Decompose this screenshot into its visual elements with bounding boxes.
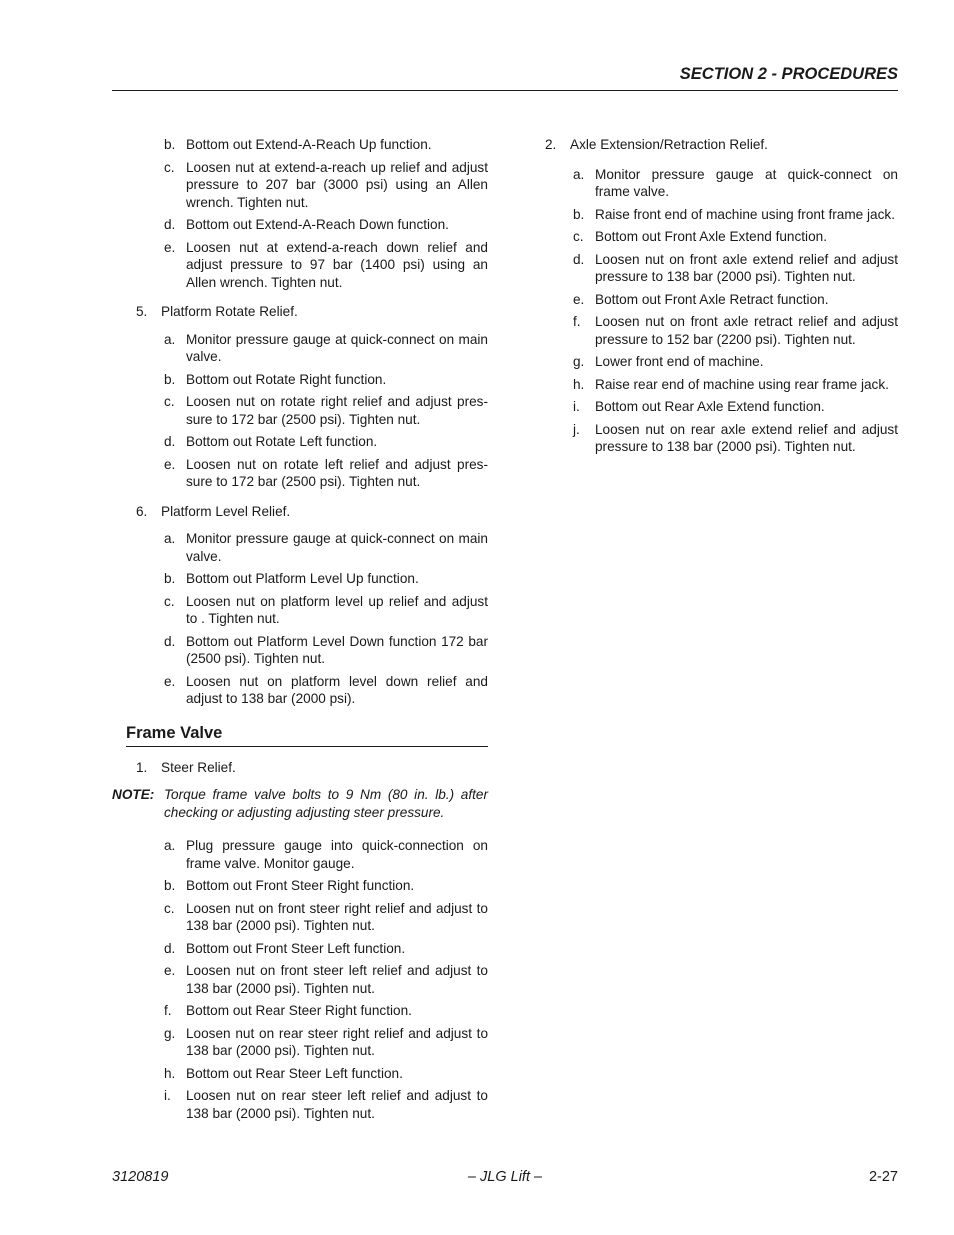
note-label: NOTE:: [112, 787, 155, 802]
step-number: 1.: [136, 759, 148, 775]
item-text: Loosen nut on rear axle extend relief and adjust pressure to 138 bar (2000 psi). Tighten nut.: [595, 421, 898, 454]
list-item: [112, 216, 488, 234]
item-letter: f.: [573, 314, 581, 329]
list-item: [112, 159, 488, 212]
list-item: [112, 433, 488, 451]
page-footer: [112, 1169, 898, 1189]
item-text: Loosen nut at extend-a-reach up relief and adjust pressure to 207 bar (3000 psi) using an Allen wrench. Tighten nut.: [186, 159, 488, 210]
axle-relief-substeps: [545, 166, 898, 456]
list-item: [545, 313, 898, 348]
right-column: [545, 136, 898, 466]
list-item: [112, 136, 488, 154]
item-text: Bottom out Rear Axle Extend function.: [595, 399, 825, 414]
item-letter: e.: [164, 673, 176, 689]
list-item: [112, 239, 488, 292]
item-text: Bottom out Platform Level Down function 172 bar (2500 psi). Tighten nut.: [186, 633, 488, 666]
item-letter: c.: [164, 159, 175, 175]
step-number: 2.: [545, 137, 557, 152]
item-text: Loosen nut on rotate right relief and adjust pres-sure to 172 bar (2500 psi). Tighten nut.: [186, 394, 488, 427]
step-number: 6.: [136, 503, 148, 519]
step-label: Steer Relief.: [161, 759, 236, 775]
item-letter: g.: [164, 1025, 176, 1041]
left-column: [112, 136, 488, 1132]
section-heading-frame-valve: Frame Valve: [126, 722, 488, 747]
item-letter: c.: [164, 394, 175, 409]
list-item: [112, 393, 488, 428]
item-text: Bottom out Front Steer Left function.: [186, 940, 406, 956]
list-item: [112, 593, 488, 628]
item-letter: b.: [164, 137, 176, 152]
list-item: [545, 353, 898, 371]
steer-relief-substeps: [112, 837, 488, 1122]
item-letter: a.: [164, 838, 176, 853]
item-letter: b.: [164, 571, 176, 586]
item-letter: a.: [164, 331, 176, 347]
item-letter: b.: [164, 371, 176, 387]
list-item: [112, 371, 488, 389]
list-item: [545, 421, 898, 456]
step-label: Axle Extension/Retraction Relief.: [570, 137, 768, 152]
list-item: [112, 456, 488, 491]
step-label: Platform Level Relief.: [161, 503, 291, 519]
item-text: Bottom out Front Axle Retract function.: [595, 291, 829, 307]
item-letter: d.: [573, 251, 585, 267]
item-text: Bottom out Rotate Right function.: [186, 371, 387, 387]
list-item: [112, 673, 488, 708]
list-item: [112, 900, 488, 935]
item-text: Monitor pressure gauge at quick-connect on frame valve.: [595, 166, 898, 199]
step-steer-relief: [112, 759, 488, 777]
item-letter: c.: [164, 900, 175, 916]
step-label: Platform Rotate Relief.: [161, 304, 298, 319]
note-text: Torque frame valve bolts to 9 Nm (80 in. lb.) after checking or adjusting adjusting steer pressure.: [164, 787, 488, 820]
item-letter: d.: [164, 940, 176, 956]
list-item: [545, 291, 898, 309]
list-item: [545, 398, 898, 416]
platform-level-substeps: [112, 530, 488, 708]
item-letter: i.: [164, 1088, 171, 1103]
item-text: Loosen nut on front axle retract relief and adjust pressure to 152 bar (2200 psi). Tighten nut.: [595, 314, 898, 347]
list-item: [545, 376, 898, 394]
list-item: [112, 530, 488, 565]
list-item: [112, 837, 488, 872]
item-text: Loosen nut on front steer right relief and adjust to 138 bar (2000 psi). Tighten nut.: [186, 900, 488, 933]
item-letter: c.: [164, 593, 175, 609]
list-item: [112, 633, 488, 668]
list-item: [112, 331, 488, 366]
item-text: Raise front end of machine using front frame jack.: [595, 206, 895, 222]
list-item: [112, 1025, 488, 1060]
item-text: Loosen nut on rear steer right relief and adjust to 138 bar (2000 psi). Tighten nut.: [186, 1025, 488, 1058]
item-letter: b.: [164, 878, 176, 893]
item-letter: i.: [573, 399, 580, 414]
list-item: [112, 1087, 488, 1122]
item-letter: e.: [164, 963, 176, 978]
item-letter: b.: [573, 206, 585, 222]
item-letter: e.: [164, 456, 176, 472]
list-item: [545, 228, 898, 246]
item-letter: a.: [164, 531, 176, 546]
page-header: [112, 64, 898, 91]
item-text: Loosen nut on front axle extend relief and adjust pressure to 138 bar (2000 psi). Tighten nut.: [595, 251, 898, 284]
item-text: Bottom out Rotate Left function.: [186, 434, 378, 449]
step-platform-level-relief: [112, 503, 488, 521]
item-text: Raise rear end of machine using rear frame jack.: [595, 376, 889, 392]
list-item: [112, 570, 488, 588]
item-text: Plug pressure gauge into quick-connection on frame valve. Monitor gauge.: [186, 838, 488, 871]
list-item: [545, 251, 898, 286]
item-letter: h.: [164, 1065, 176, 1081]
extend-a-reach-substeps: [112, 136, 488, 291]
section-title: SECTION 2 - PROCEDURES: [679, 65, 898, 83]
item-letter: e.: [573, 291, 585, 307]
item-letter: j.: [573, 421, 580, 437]
item-text: Monitor pressure gauge at quick-connect on main valve.: [186, 331, 488, 364]
item-text: Loosen nut at extend-a-reach down relief and adjust pressure to 97 bar (1400 psi) using an Allen wrench. Tighten nut.: [186, 239, 488, 290]
item-letter: g.: [573, 354, 585, 369]
item-text: Loosen nut on front steer left relief and adjust to 138 bar (2000 psi). Tighten nut.: [186, 963, 488, 996]
item-text: Lower front end of machine.: [595, 354, 764, 369]
item-text: Loosen nut on rotate left relief and adjust pres-sure to 172 bar (2500 psi). Tighten nut.: [186, 456, 488, 489]
item-letter: e.: [164, 239, 176, 255]
item-text: Monitor pressure gauge at quick-connect on main valve.: [186, 531, 488, 564]
list-item: [545, 206, 898, 224]
item-text: Bottom out Front Axle Extend function.: [595, 229, 827, 244]
list-item: [112, 1002, 488, 1020]
list-item: [545, 166, 898, 201]
item-letter: f.: [164, 1003, 172, 1018]
footer-publisher: – JLG Lift –: [467, 1169, 543, 1185]
item-text: Bottom out Extend-A-Reach Up function.: [186, 137, 432, 152]
step-platform-rotate-relief: [112, 303, 488, 321]
item-letter: d.: [164, 434, 176, 449]
page-number: 2-27: [868, 1169, 898, 1185]
item-text: Loosen nut on rear steer left relief and adjust to 138 bar (2000 psi). Tighten nut.: [186, 1088, 488, 1121]
list-item: [112, 940, 488, 958]
document-number: 3120819: [112, 1169, 169, 1185]
item-letter: h.: [573, 376, 585, 392]
item-letter: d.: [164, 217, 176, 232]
item-letter: d.: [164, 633, 176, 649]
item-text: Loosen nut on platform level up relief and adjust to . Tighten nut.: [186, 593, 488, 626]
step-number: 5.: [136, 304, 148, 319]
note-block: [112, 786, 488, 821]
item-text: Bottom out Rear Steer Left function.: [186, 1065, 403, 1081]
list-item: [112, 877, 488, 895]
item-text: Loosen nut on platform level down relief and adjust to 138 bar (2000 psi).: [186, 673, 488, 706]
item-text: Bottom out Rear Steer Right function.: [186, 1003, 412, 1018]
item-text: Bottom out Front Steer Right function.: [186, 878, 415, 893]
list-item: [112, 1065, 488, 1083]
platform-rotate-substeps: [112, 331, 488, 491]
item-text: Bottom out Platform Level Up function.: [186, 571, 419, 586]
item-text: Bottom out Extend-A-Reach Down function.: [186, 217, 449, 232]
list-item: [112, 962, 488, 997]
step-axle-extension-retraction-relief: [545, 136, 898, 154]
item-letter: a.: [573, 166, 585, 182]
item-letter: c.: [573, 229, 584, 244]
